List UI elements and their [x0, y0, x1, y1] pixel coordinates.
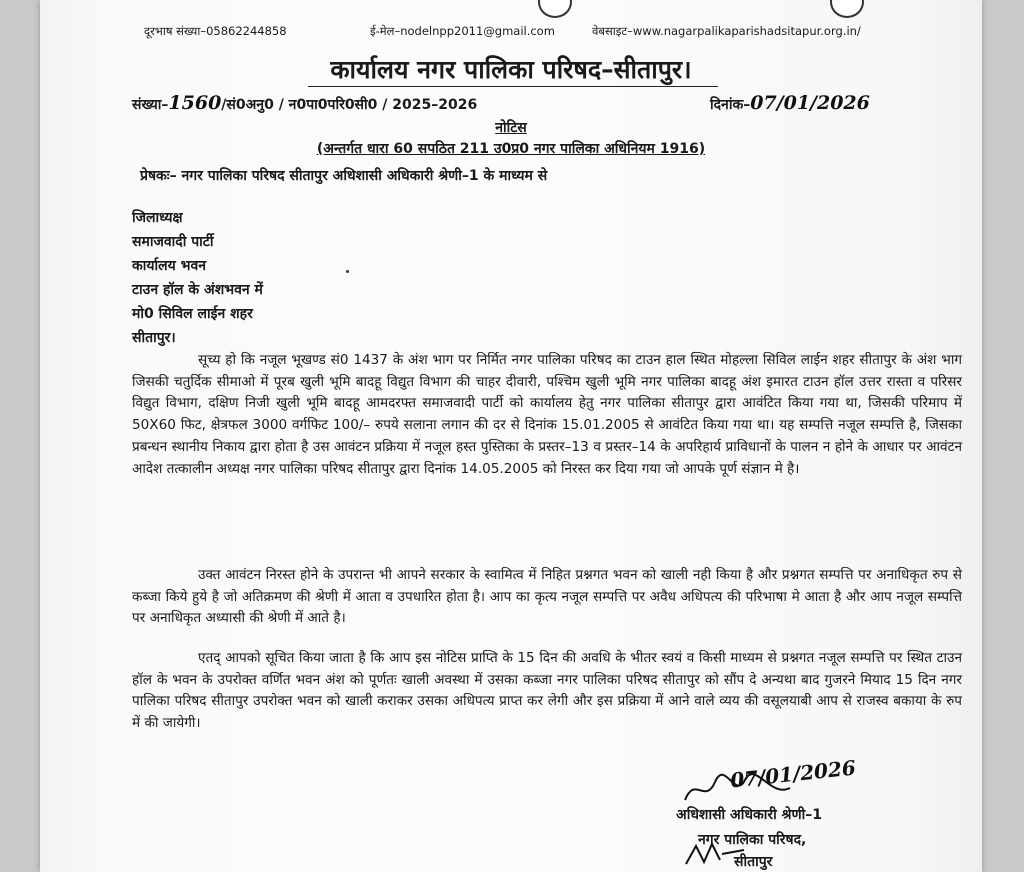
state-emblem-icon: [830, 0, 864, 18]
addressee-line: जिलाध्यक्ष: [132, 210, 183, 226]
addressee-line: सीतापुर।: [132, 330, 176, 346]
notice-document: [40, 0, 982, 872]
header-phone: दूरभाष संख्या–05862244858: [144, 24, 287, 38]
reference-date: दिनांक–07/01/2026: [710, 92, 870, 114]
sender-line: प्रेषकः– नगर पालिका परिषद सीतापुर अधिशासी अधिकारी श्रेणी–1 के माध्यम से: [140, 168, 548, 184]
office-title: कार्यालय नगर पालिका परिषद–सीतापुर।: [330, 55, 692, 84]
handwritten-number: 1560: [168, 92, 222, 114]
signatory-office: नगर पालिका परिषद,: [698, 832, 807, 848]
header-email: ई-मेल–nodelnpp2011@gmail.com: [370, 24, 555, 38]
addressee-line: मो0 सिविल लाईन शहर: [132, 306, 253, 322]
government-emblem-icon: [538, 0, 572, 18]
body-paragraph-2: उक्त आवंटन निरस्त होने के उपरान्त भी आपने सरकार के स्वामित्व में निहित प्रश्नगत भवन को खाली नही किया है और प्रश्नगत सम्पत्ति पर अनाधिकृत रुप से कब्जा किये हुये है जो अतिक्रमण की श्रेणी में आता व उपधारित होता है। आप का कृत्य नजूल सम्पत्ति पर अवैध अधिपत्य की परिभाषा मे आता है और आप नजूल सम्पत्ति पर अनाधिकृत अध्यासी की श्रेणी में आते है।: [132, 567, 962, 627]
ink-dot: [346, 270, 349, 273]
notice-title: नोटिस: [495, 120, 527, 136]
reference-number: संख्या–1560/सं0अनु0 / न0पा0परि0सी0 / 2025–2026: [132, 92, 478, 114]
signature-scribble-icon: [680, 770, 800, 810]
signature-handwritten-date: 07/01/2026: [729, 755, 857, 793]
signatory-city: सीतापुर: [734, 854, 773, 870]
addressee-line: टाउन हॉल के अंशभवन में: [132, 282, 263, 298]
signatory-designation: अधिशासी अधिकारी श्रेणी–1: [676, 807, 822, 823]
handwritten-date: 07/01/2026: [750, 92, 870, 114]
body-paragraph-1: सूच्य हो कि नजूल भूखण्ड सं0 1437 के अंश भाग पर निर्मित नगर पालिका परिषद का टाउन हाल स्थित मोहल्ला सिविल लाईन शहर सीतापुर के अंश भाग जिसकी चतुर्दिक सीमाओ में पूरब खुली भूमि बादहू विद्युत विभाग की चाहर दीवारी, पश्चिम खुली भूमि नगर पालिका बादहू अंश इमारत टाउन हॉल उत्तर रास्ता व परिसर विद्युत विभाग, दक्षिण निजी खुली भूमि बादहू आमदरफ्त समाजवादी पार्टी को कार्यालय हेतु नगर पालिका सीतापुर द्वारा आवंटित किया गया था, जिसकी परिमाप में 50X60 फिट, क्षेत्रफल 3000 वर्गफिट 100/– रुपये सलाना लगान की दर से दिनांक 15.01.2005 से आवंटित किया गया था। यह सम्पत्ति नजूल सम्पत्ति है, जिसका प्रबन्धन स्थानीय निकाय द्वारा होता है उस आवंटन प्रक्रिया में नजूल हस्त पुस्तिका के प्रस्तर–13 व प्रस्तर–14 के अपरिहार्य प्राविधानों के पालन न होने के आधार पर आवंटन आदेश तत्कालीन अध्यक्ष नगर पालिका परिषद सीतापुर द्वारा दिनांक 14.05.2005 को निरस्त कर दिया गया जो आपके पूर्ण संज्ञान मे है।: [132, 352, 962, 477]
addressee-line: कार्यालय भवन: [132, 258, 207, 274]
notice-subtitle: (अन्तर्गत धारा 60 सपठित 211 उ0प्र0 नगर पालिका अधिनियम 1916): [316, 141, 706, 157]
title-underline: [308, 86, 718, 87]
body-paragraph-3: एतद् आपको सूचित किया जाता है कि आप इस नोटिस प्राप्ति के 15 दिन की अवधि के भीतर स्वयं व किसी माध्यम से प्रश्नगत नजूल सम्पत्ति पर स्थित टाउन हॉल के भवन के उपरोक्त वर्णित भवन अंश को पूर्णतः खाली अवस्था में उसका कब्जा नगर पालिका परिषद सीतापुर को सौंप दे अन्यथा बाद गुजरने मियाद 15 दिन नगर पालिका परिषद सीतापुर उपरोक्त भवन को खाली कराकर उसका अधिपत्य प्राप्त कर लेगी और इस प्रक्रिया में आने वाले व्यय की वसूलयाबी आप से राजस्व बकाया के रुप में की जायेगी।: [132, 650, 962, 732]
header-website: वेबसाइट–www.nagarpalikaparishadsitapur.org.in/: [592, 24, 861, 38]
addressee-line: समाजवादी पार्टी: [132, 234, 214, 250]
